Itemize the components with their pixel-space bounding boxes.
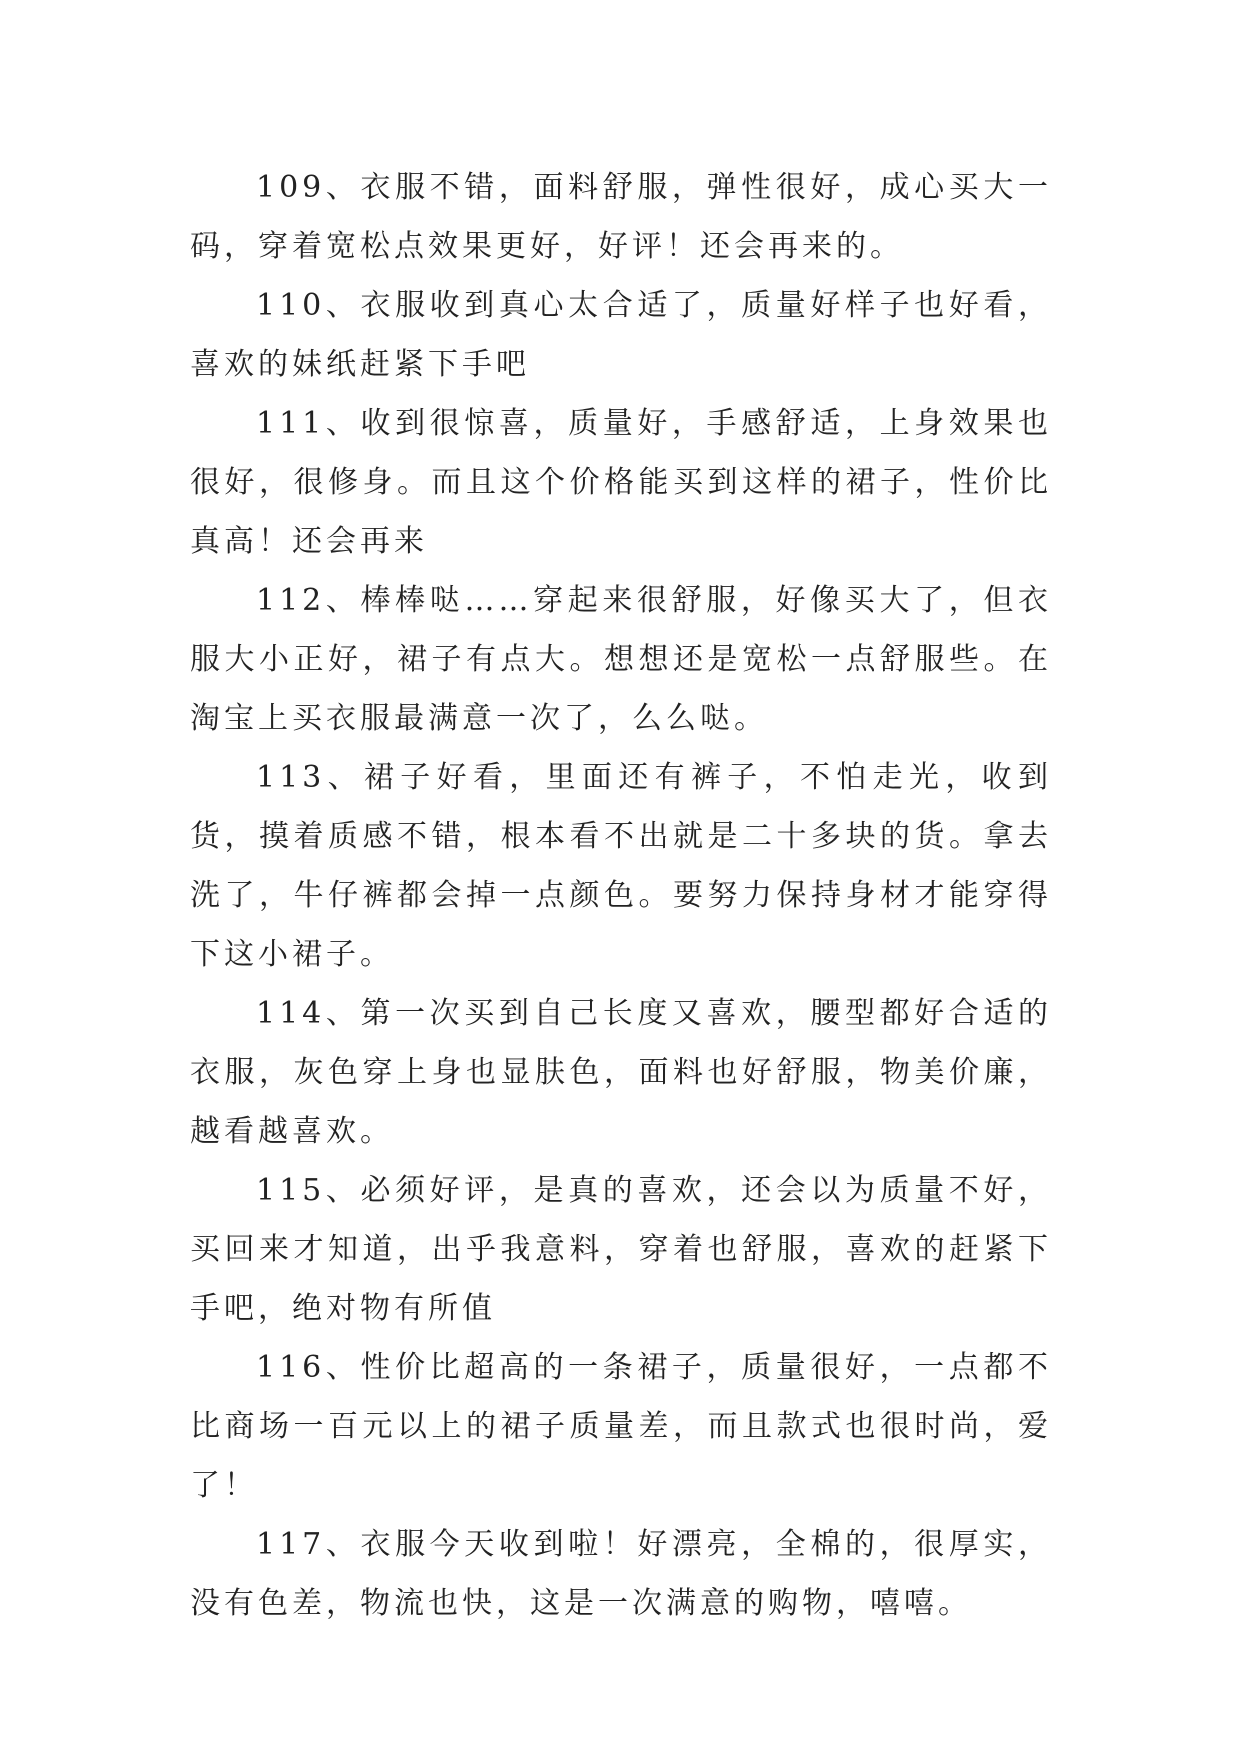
- review-paragraph-116: 116、性价比超高的一条裙子，质量很好，一点都不比商场一百元以上的裙子质量差，而且款式也很时尚，爱了！: [190, 1350, 1052, 1503]
- review-paragraph-109: 109、衣服不错，面料舒服，弹性很好，成心买大一码，穿着宽松点效果更好，好评！还会再来的。: [190, 170, 1052, 264]
- review-paragraph-115: 115、必须好评，是真的喜欢，还会以为质量不好，买回来才知道，出乎我意料，穿着也舒服，喜欢的赶紧下手吧，绝对物有所值: [190, 1173, 1052, 1326]
- review-paragraph-110: 110、衣服收到真心太合适了，质量好样子也好看，喜欢的妹纸赶紧下手吧: [190, 288, 1052, 382]
- document-body: [190, 158, 1052, 1633]
- review-paragraph-114: 114、第一次买到自己长度又喜欢，腰型都好合适的衣服，灰色穿上身也显肤色，面料也好舒服，物美价廉，越看越喜欢。: [190, 996, 1052, 1149]
- review-paragraph-117: 117、衣服今天收到啦！好漂亮，全棉的，很厚实，没有色差，物流也快，这是一次满意的购物，嘻嘻。: [190, 1527, 1052, 1621]
- review-paragraph-112: 112、棒棒哒……穿起来很舒服，好像买大了，但衣服大小正好，裙子有点大。想想还是宽松一点舒服些。在淘宝上买衣服最满意一次了，么么哒。: [190, 583, 1052, 736]
- review-paragraph-113: 113、裙子好看，里面还有裤子，不怕走光，收到货，摸着质感不错，根本看不出就是二十多块的货。拿去洗了，牛仔裤都会掉一点颜色。要努力保持身材才能穿得下这小裙子。: [190, 760, 1052, 972]
- review-paragraph-111: 111、收到很惊喜，质量好，手感舒适，上身效果也很好，很修身。而且这个价格能买到这样的裙子，性价比真高！还会再来: [190, 406, 1052, 559]
